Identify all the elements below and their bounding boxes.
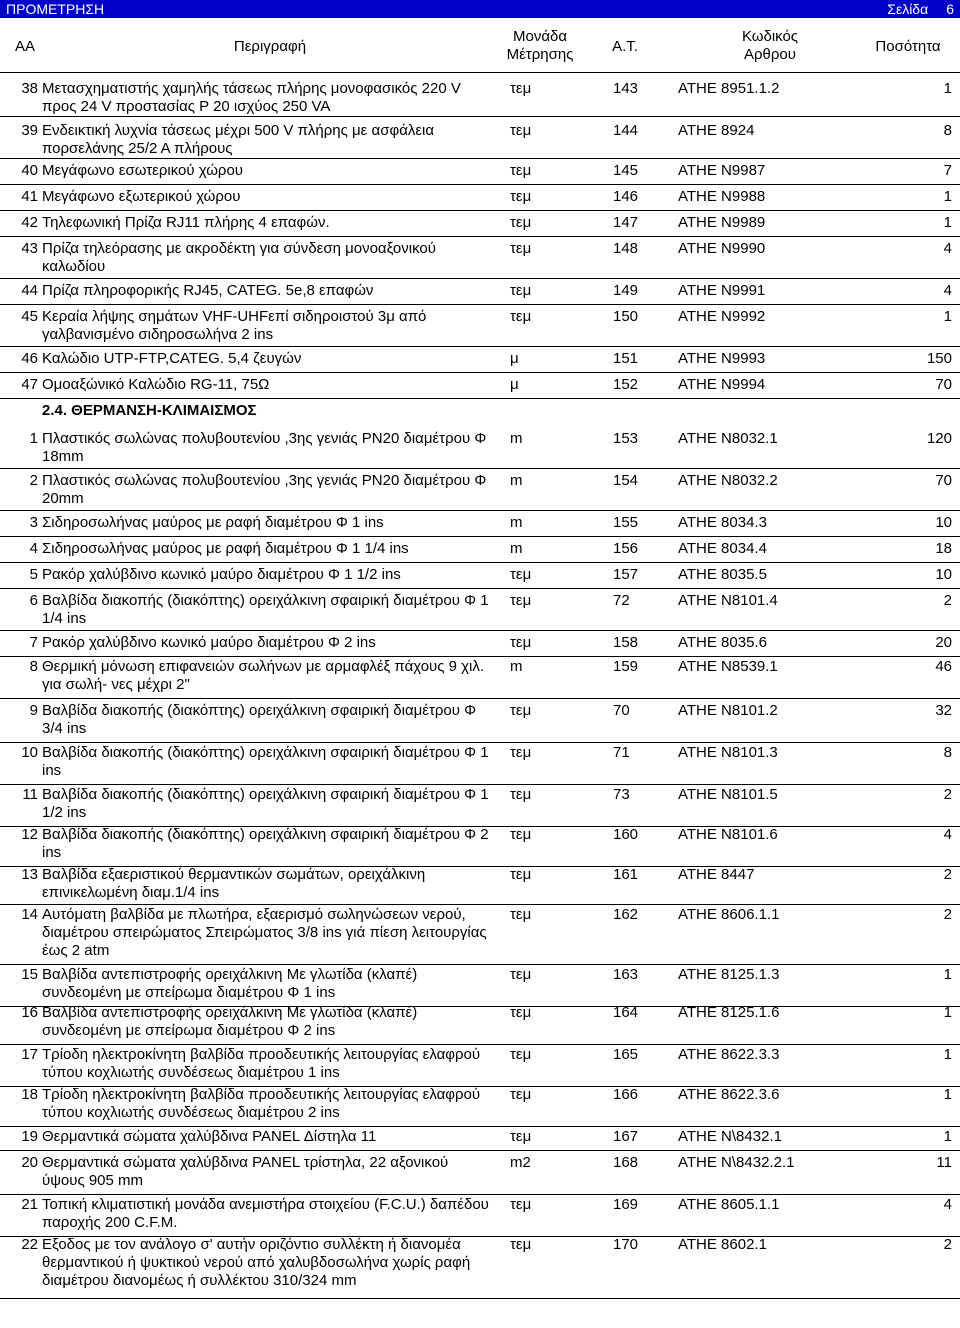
row-article-code: ΑΤΗΕ 8951.1.2 bbox=[678, 80, 780, 97]
row-description: Βαλβίδα εξαεριστικού θερμαντικών σωμάτων, ορειχάλκινη επινικελωμένη διαμ.1/4 ins bbox=[42, 866, 426, 901]
row-unit: τεμ bbox=[510, 1004, 532, 1021]
row-article-number: 162 bbox=[613, 906, 639, 923]
row-quantity: 8 bbox=[943, 744, 952, 761]
row-description: Βαλβίδα διακοπής (διακόπτης) ορειχάλκινη σφαιρική διαμέτρου Φ 1 1/4 ins bbox=[42, 592, 489, 627]
row-article-code: ΑΤΗΕ Ν9991 bbox=[678, 282, 766, 299]
row-number: 21 bbox=[21, 1196, 38, 1213]
row-article-number: 161 bbox=[613, 866, 639, 883]
row-description: Θερμαντικά σώματα χαλύβδινα PANEL τρίστηλα, 22 αξονικού ύψους 905 mm bbox=[42, 1154, 449, 1189]
row-quantity: 11 bbox=[936, 1154, 952, 1171]
row-article-code: ΑΤΗΕ Ν9992 bbox=[678, 308, 766, 325]
row-article-number: 160 bbox=[613, 826, 639, 843]
row-article-code: ΑΤΗΕ Ν8101.4 bbox=[678, 592, 778, 609]
row-description: Μεγάφωνο εσωτερικού χώρου bbox=[42, 162, 244, 179]
row-quantity: 2 bbox=[943, 592, 952, 609]
row-number: 46 bbox=[21, 350, 38, 367]
row-article-code: ΑΤΗΕ 8924 bbox=[678, 122, 755, 139]
row-unit: τεμ bbox=[510, 744, 532, 761]
row-article-number: 72 bbox=[613, 592, 630, 609]
row-unit: τεμ bbox=[510, 1236, 532, 1253]
row-description: Πρίζα πληροφορικής RJ45, CATEG. 5e,8 επαφών bbox=[42, 282, 374, 299]
table-row bbox=[0, 744, 960, 785]
row-unit: τεμ bbox=[510, 1128, 532, 1145]
row-article-code: ΑΤΗΕ 8034.4 bbox=[678, 540, 767, 557]
row-number: 8 bbox=[29, 658, 38, 675]
table-row bbox=[0, 514, 960, 537]
row-unit: τεμ bbox=[510, 162, 532, 179]
row-article-number: 145 bbox=[613, 162, 639, 179]
row-description: Ενδεικτική λυχνία τάσεως μέχρι 500 V πλήρης με ασφάλεια πορσελάνης 25/2 Α πλήρους bbox=[42, 122, 435, 157]
row-article-code: ΑΤΗΕ 8602.1 bbox=[678, 1236, 767, 1253]
row-unit: τεμ bbox=[510, 282, 532, 299]
row-quantity: 150 bbox=[926, 350, 952, 367]
row-article-number: 146 bbox=[613, 188, 639, 205]
row-quantity: 20 bbox=[935, 634, 952, 651]
row-article-number: 73 bbox=[613, 786, 630, 803]
row-unit: τεμ bbox=[510, 1046, 532, 1063]
row-description: Τηλεφωνική Πρίζα RJ11 πλήρης 4 επαφών. bbox=[42, 214, 330, 231]
row-quantity: 2 bbox=[943, 906, 952, 923]
row-article-code: ΑΤΗΕ 8125.1.6 bbox=[678, 1004, 780, 1021]
row-article-code: ΑΤΗΕ 8622.3.3 bbox=[678, 1046, 780, 1063]
row-description: Βαλβίδα διακοπής (διακόπτης) ορειχάλκινη σφαιρική διαμέτρου Φ 3/4 ins bbox=[42, 702, 477, 737]
row-article-code: ΑΤΗΕ 8034.3 bbox=[678, 514, 767, 531]
section-title: 2.4. ΘΕΡΜΑΝΣΗ-ΚΛΙΜΑΙΣΜΟΣ bbox=[42, 402, 257, 419]
row-quantity: 8 bbox=[943, 122, 952, 139]
row-quantity: 4 bbox=[943, 240, 952, 257]
row-quantity: 4 bbox=[943, 1196, 952, 1213]
row-article-code: ΑΤΗΕ 8035.5 bbox=[678, 566, 767, 583]
row-article-code: ΑΤΗΕ Ν9990 bbox=[678, 240, 766, 257]
row-unit: τεμ bbox=[510, 702, 532, 719]
table-row bbox=[0, 1128, 960, 1151]
table-row bbox=[0, 1196, 960, 1237]
row-article-code: ΑΤΗΕ 8447 bbox=[678, 866, 755, 883]
row-description: Μετασχηματιστής χαμηλής τάσεως πλήρης μονοφασικός 220 V προς 24 V προστασίας P 20 ισχύος 250 VA bbox=[42, 80, 461, 115]
row-unit: τεμ bbox=[510, 188, 532, 205]
row-unit: τεμ bbox=[510, 866, 532, 883]
row-number: 2 bbox=[29, 472, 38, 489]
table-row bbox=[0, 1086, 960, 1127]
row-number: 38 bbox=[21, 80, 38, 97]
row-description: Τρίοδη ηλεκτροκίνητη βαλβίδα προοδευτικής λειτουργίας ελαφρού τύπου κοχλιωτής συνδέσεως διαμέτρου 2 ins bbox=[42, 1086, 481, 1121]
row-unit: m2 bbox=[510, 1154, 531, 1171]
row-quantity: 1 bbox=[943, 1086, 952, 1103]
row-unit: τεμ bbox=[510, 566, 532, 583]
row-description: Βαλβίδα αντεπιστροφής ορειχάλκινη Με γλωτίδα (κλαπέ) συνδεομένη με σπείρωμα διαμέτρου Φ 1 ins bbox=[42, 966, 418, 1001]
row-article-code: ΑΤΗΕ Ν\8432.1 bbox=[678, 1128, 782, 1145]
row-number: 14 bbox=[21, 906, 38, 923]
row-article-number: 153 bbox=[613, 430, 639, 447]
row-article-code: ΑΤΗΕ Ν8101.6 bbox=[678, 826, 778, 843]
row-article-number: 155 bbox=[613, 514, 639, 531]
table-row bbox=[0, 162, 960, 185]
column-header-quantity: Ποσότητα bbox=[875, 38, 941, 55]
table-row bbox=[0, 376, 960, 399]
row-article-number: 156 bbox=[613, 540, 639, 557]
row-article-code: ΑΤΗΕ Ν8539.1 bbox=[678, 658, 778, 675]
row-article-code: ΑΤΗΕ Ν\8432.2.1 bbox=[678, 1154, 795, 1171]
row-article-number: 165 bbox=[613, 1046, 639, 1063]
table-row bbox=[0, 592, 960, 631]
row-quantity: 1 bbox=[943, 1046, 952, 1063]
row-article-number: 70 bbox=[613, 702, 630, 719]
row-number: 3 bbox=[29, 514, 38, 531]
table-header bbox=[0, 22, 960, 73]
row-unit: m bbox=[510, 430, 523, 447]
row-quantity: 1 bbox=[943, 214, 952, 231]
row-number: 43 bbox=[21, 240, 38, 257]
row-number: 40 bbox=[21, 162, 38, 179]
row-number: 15 bbox=[21, 966, 38, 983]
row-article-number: 144 bbox=[613, 122, 639, 139]
table-row bbox=[0, 658, 960, 699]
row-article-number: 158 bbox=[613, 634, 639, 651]
row-unit: τεμ bbox=[510, 906, 532, 923]
row-unit: μ bbox=[510, 376, 519, 393]
row-number: 42 bbox=[21, 214, 38, 231]
row-quantity: 10 bbox=[935, 566, 952, 583]
table-row bbox=[0, 540, 960, 563]
row-quantity: 1 bbox=[943, 1004, 952, 1021]
row-description: Θερμαντικά σώματα χαλύβδινα PANEL Δίστηλα 11 bbox=[42, 1128, 377, 1145]
table-row bbox=[0, 826, 960, 867]
row-article-number: 169 bbox=[613, 1196, 639, 1213]
page-indicator bbox=[887, 1, 954, 17]
row-article-code: ΑΤΗΕ Ν8032.1 bbox=[678, 430, 778, 447]
row-unit: m bbox=[510, 472, 523, 489]
row-number: 20 bbox=[21, 1154, 38, 1171]
table-row bbox=[0, 350, 960, 373]
table-row bbox=[0, 214, 960, 237]
row-article-number: 168 bbox=[613, 1154, 639, 1171]
row-article-code: ΑΤΗΕ Ν9987 bbox=[678, 162, 766, 179]
column-header-description: Περιγραφή bbox=[233, 38, 307, 55]
row-quantity: 32 bbox=[935, 702, 952, 719]
row-quantity: 120 bbox=[926, 430, 952, 447]
row-article-number: 170 bbox=[613, 1236, 639, 1253]
row-quantity: 1 bbox=[943, 1128, 952, 1145]
row-unit: τεμ bbox=[510, 592, 532, 609]
row-description: Πλαστικός σωλώνας πολυβουτενίου ,3ης γενιάς PN20 διαμέτρου Φ 20mm bbox=[42, 472, 487, 507]
row-quantity: 70 bbox=[935, 472, 952, 489]
table-row bbox=[0, 866, 960, 905]
row-number: 4 bbox=[29, 540, 38, 557]
row-description: Βαλβίδα διακοπής (διακόπτης) ορειχάλκινη σφαιρική διαμέτρου Φ 1 1/2 ins bbox=[42, 786, 489, 821]
row-quantity: 2 bbox=[943, 1236, 952, 1253]
row-article-number: 151 bbox=[613, 350, 639, 367]
row-article-number: 143 bbox=[613, 80, 639, 97]
row-quantity: 1 bbox=[943, 308, 952, 325]
row-article-number: 154 bbox=[613, 472, 639, 489]
row-number: 7 bbox=[29, 634, 38, 651]
row-unit: τεμ bbox=[510, 122, 532, 139]
row-number: 1 bbox=[29, 430, 38, 447]
row-quantity: 2 bbox=[943, 786, 952, 803]
row-description: Θερμική μόνωση επιφανειών σωλήνων με αρμαφλέξ πάχους 9 χιλ. για σωλή- νες μέχρι 2" bbox=[42, 658, 485, 693]
row-unit: τεμ bbox=[510, 786, 532, 803]
row-quantity: 1 bbox=[943, 80, 952, 97]
row-article-code: ΑΤΗΕ 8125.1.3 bbox=[678, 966, 780, 983]
row-quantity: 70 bbox=[935, 376, 952, 393]
row-description: Πρίζα τηλεόρασης με ακροδέκτη για σύνδεση μονοαξονικού καλωδίου bbox=[42, 240, 436, 275]
row-number: 17 bbox=[21, 1046, 38, 1063]
page-number: 6 bbox=[946, 1, 954, 17]
table-row bbox=[0, 122, 960, 159]
row-article-number: 159 bbox=[613, 658, 639, 675]
row-quantity: 7 bbox=[943, 162, 952, 179]
table-row bbox=[0, 702, 960, 743]
row-article-number: 163 bbox=[613, 966, 639, 983]
row-number: 10 bbox=[21, 744, 38, 761]
row-description: Μεγάφωνο εξωτερικού χώρου bbox=[42, 188, 241, 205]
row-unit: τεμ bbox=[510, 80, 532, 97]
row-article-number: 71 bbox=[613, 744, 630, 761]
table-row bbox=[0, 966, 960, 1007]
row-article-code: ΑΤΗΕ 8606.1.1 bbox=[678, 906, 780, 923]
table-row bbox=[0, 188, 960, 211]
row-article-code: ΑΤΗΕ Ν9994 bbox=[678, 376, 766, 393]
row-article-code: ΑΤΗΕ Ν8101.3 bbox=[678, 744, 778, 761]
row-description: Τοπική κλιματιστική μονάδα ανεμιστήρα στοιχείου (F.C.U.) δαπέδου παροχής 200 C.F.M. bbox=[42, 1196, 489, 1231]
row-unit: τεμ bbox=[510, 308, 532, 325]
row-article-code: ΑΤΗΕ 8035.6 bbox=[678, 634, 767, 651]
row-number: 11 bbox=[22, 786, 38, 803]
row-number: 6 bbox=[29, 592, 38, 609]
row-unit: τεμ bbox=[510, 634, 532, 651]
row-quantity: 10 bbox=[935, 514, 952, 531]
row-description: Βαλβίδα διακοπής (διακόπτης) ορειχάλκινη σφαιρική διαμέτρου Φ 2 ins bbox=[42, 826, 489, 861]
row-unit: m bbox=[510, 514, 523, 531]
table-row bbox=[0, 1154, 960, 1195]
row-unit: τεμ bbox=[510, 826, 532, 843]
column-header-unit: Μονάδα Μέτρησης bbox=[506, 28, 574, 63]
row-description: Βαλβίδα διακοπής (διακόπτης) ορειχάλκινη σφαιρική διαμέτρου Φ 1 ins bbox=[42, 744, 489, 779]
row-article-code: ΑΤΗΕ 8605.1.1 bbox=[678, 1196, 780, 1213]
row-description: Πλαστικός σωλώνας πολυβουτενίου ,3ης γενιάς PN20 διαμέτρου Φ 18mm bbox=[42, 430, 487, 465]
row-number: 39 bbox=[21, 122, 38, 139]
row-article-number: 149 bbox=[613, 282, 639, 299]
row-unit: τεμ bbox=[510, 1196, 532, 1213]
row-unit: τεμ bbox=[510, 240, 532, 257]
page-label: Σελίδα bbox=[887, 1, 929, 17]
table-row bbox=[0, 634, 960, 657]
row-article-number: 147 bbox=[613, 214, 639, 231]
row-article-code: ΑΤΗΕ Ν9989 bbox=[678, 214, 766, 231]
row-article-code: ΑΤΗΕ Ν8101.5 bbox=[678, 786, 778, 803]
row-description: Καλώδιο UTP-FTP,CATEG. 5,4 ζευγών bbox=[42, 350, 302, 367]
section-heading-row bbox=[0, 402, 960, 424]
row-number: 16 bbox=[21, 1004, 38, 1021]
table-row bbox=[0, 308, 960, 347]
row-quantity: 1 bbox=[943, 188, 952, 205]
row-number: 9 bbox=[29, 702, 38, 719]
row-quantity: 1 bbox=[943, 966, 952, 983]
row-unit: m bbox=[510, 658, 523, 675]
row-unit: m bbox=[510, 540, 523, 557]
row-number: 19 bbox=[21, 1128, 38, 1145]
page-header-bar bbox=[0, 0, 960, 18]
row-quantity: 46 bbox=[935, 658, 952, 675]
row-article-number: 152 bbox=[613, 376, 639, 393]
table-row bbox=[0, 282, 960, 305]
column-header-code: Κωδικός Αρθρου bbox=[741, 28, 799, 63]
row-number: 5 bbox=[29, 566, 38, 583]
row-number: 47 bbox=[21, 376, 38, 393]
table-row bbox=[0, 240, 960, 279]
row-number: 22 bbox=[21, 1236, 38, 1253]
column-header-aa: ΑΑ bbox=[14, 38, 35, 55]
row-unit: τεμ bbox=[510, 214, 532, 231]
table-row bbox=[0, 1046, 960, 1087]
row-description: Σιδηροσωλήνας μαύρος με ραφή διαμέτρου Φ 1 1/4 ins bbox=[42, 540, 409, 557]
row-unit: τεμ bbox=[510, 966, 532, 983]
row-article-code: ΑΤΗΕ Ν8032.2 bbox=[678, 472, 778, 489]
row-article-number: 167 bbox=[613, 1128, 639, 1145]
row-description: Κεραία λήψης σημάτων VHF-UHFεπί σιδηροιστού 3μ από γαλβανισμένο σιδηροσωλήνα 2 ins bbox=[42, 308, 427, 343]
row-quantity: 4 bbox=[943, 826, 952, 843]
row-article-number: 157 bbox=[613, 566, 639, 583]
row-description: Σιδηροσωλήνας μαύρος με ραφή διαμέτρου Φ 1 ins bbox=[42, 514, 384, 531]
row-description: Ρακόρ χαλύβδινο κωνικό μαύρο διαμέτρου Φ 2 ins bbox=[42, 634, 376, 651]
table-row bbox=[0, 430, 960, 469]
table-row bbox=[0, 472, 960, 511]
row-number: 13 bbox=[21, 866, 38, 883]
row-quantity: 2 bbox=[943, 866, 952, 883]
row-number: 44 bbox=[21, 282, 38, 299]
row-description: Ρακόρ χαλύβδινο κωνικό μαύρο διαμέτρου Φ 1 1/2 ins bbox=[42, 566, 401, 583]
row-article-number: 164 bbox=[613, 1004, 639, 1021]
row-number: 45 bbox=[21, 308, 38, 325]
row-article-code: ΑΤΗΕ Ν9993 bbox=[678, 350, 766, 367]
table-row bbox=[0, 786, 960, 827]
row-description: Βαλβίδα αντεπιστροφής ορειχάλκινη Με γλωτίδα (κλαπέ) συνδεομένη με σπείρωμα διαμέτρου Φ 2 ins bbox=[42, 1004, 418, 1039]
table-row bbox=[0, 80, 960, 117]
row-unit: τεμ bbox=[510, 1086, 532, 1103]
row-description: Τρίοδη ηλεκτροκίνητη βαλβίδα προοδευτικής λειτουργίας ελαφρού τύπου κοχλιωτής συνδέσεως διαμέτρου 1 ins bbox=[42, 1046, 481, 1081]
row-unit: μ bbox=[510, 350, 519, 367]
row-article-number: 166 bbox=[613, 1086, 639, 1103]
row-number: 41 bbox=[21, 188, 38, 205]
row-number: 18 bbox=[21, 1086, 38, 1103]
row-description: Εξοδος με τον ανάλογο σ' αυτήν οριζόντιο συλλέκτη ή διανομέα θερμαντικού ή ψυκτικού νερού από χαλυβδοσωλήνα χωρίς ραφή διαμέτρου διανομέως ή συλλέκτου 310/324 mm bbox=[42, 1236, 471, 1289]
row-description: Ομοαξώνικό Καλώδιο RG-11, 75Ω bbox=[42, 376, 270, 393]
row-description: Αυτόματη βαλβίδα με πλωτήρα, εξαερισμό σωληνώσεων νερού, διαμέτρου σπειρώματος Σπειρώματος 3/8 ins γιά πίεση λειτουργίας έως 2 atm bbox=[42, 906, 487, 959]
row-quantity: 18 bbox=[935, 540, 952, 557]
column-header-at: Α.Τ. bbox=[612, 38, 638, 55]
document-title: ΠΡΟΜΕΤΡΗΣΗ bbox=[6, 1, 105, 17]
table-row bbox=[0, 1004, 960, 1045]
row-article-code: ΑΤΗΕ Ν9988 bbox=[678, 188, 766, 205]
table-row bbox=[0, 906, 960, 965]
row-article-number: 150 bbox=[613, 308, 639, 325]
table-row bbox=[0, 566, 960, 589]
row-article-number: 148 bbox=[613, 240, 639, 257]
row-number: 12 bbox=[21, 826, 38, 843]
row-article-code: ΑΤΗΕ Ν8101.2 bbox=[678, 702, 778, 719]
row-article-code: ΑΤΗΕ 8622.3.6 bbox=[678, 1086, 780, 1103]
table-row bbox=[0, 1236, 960, 1299]
row-quantity: 4 bbox=[943, 282, 952, 299]
